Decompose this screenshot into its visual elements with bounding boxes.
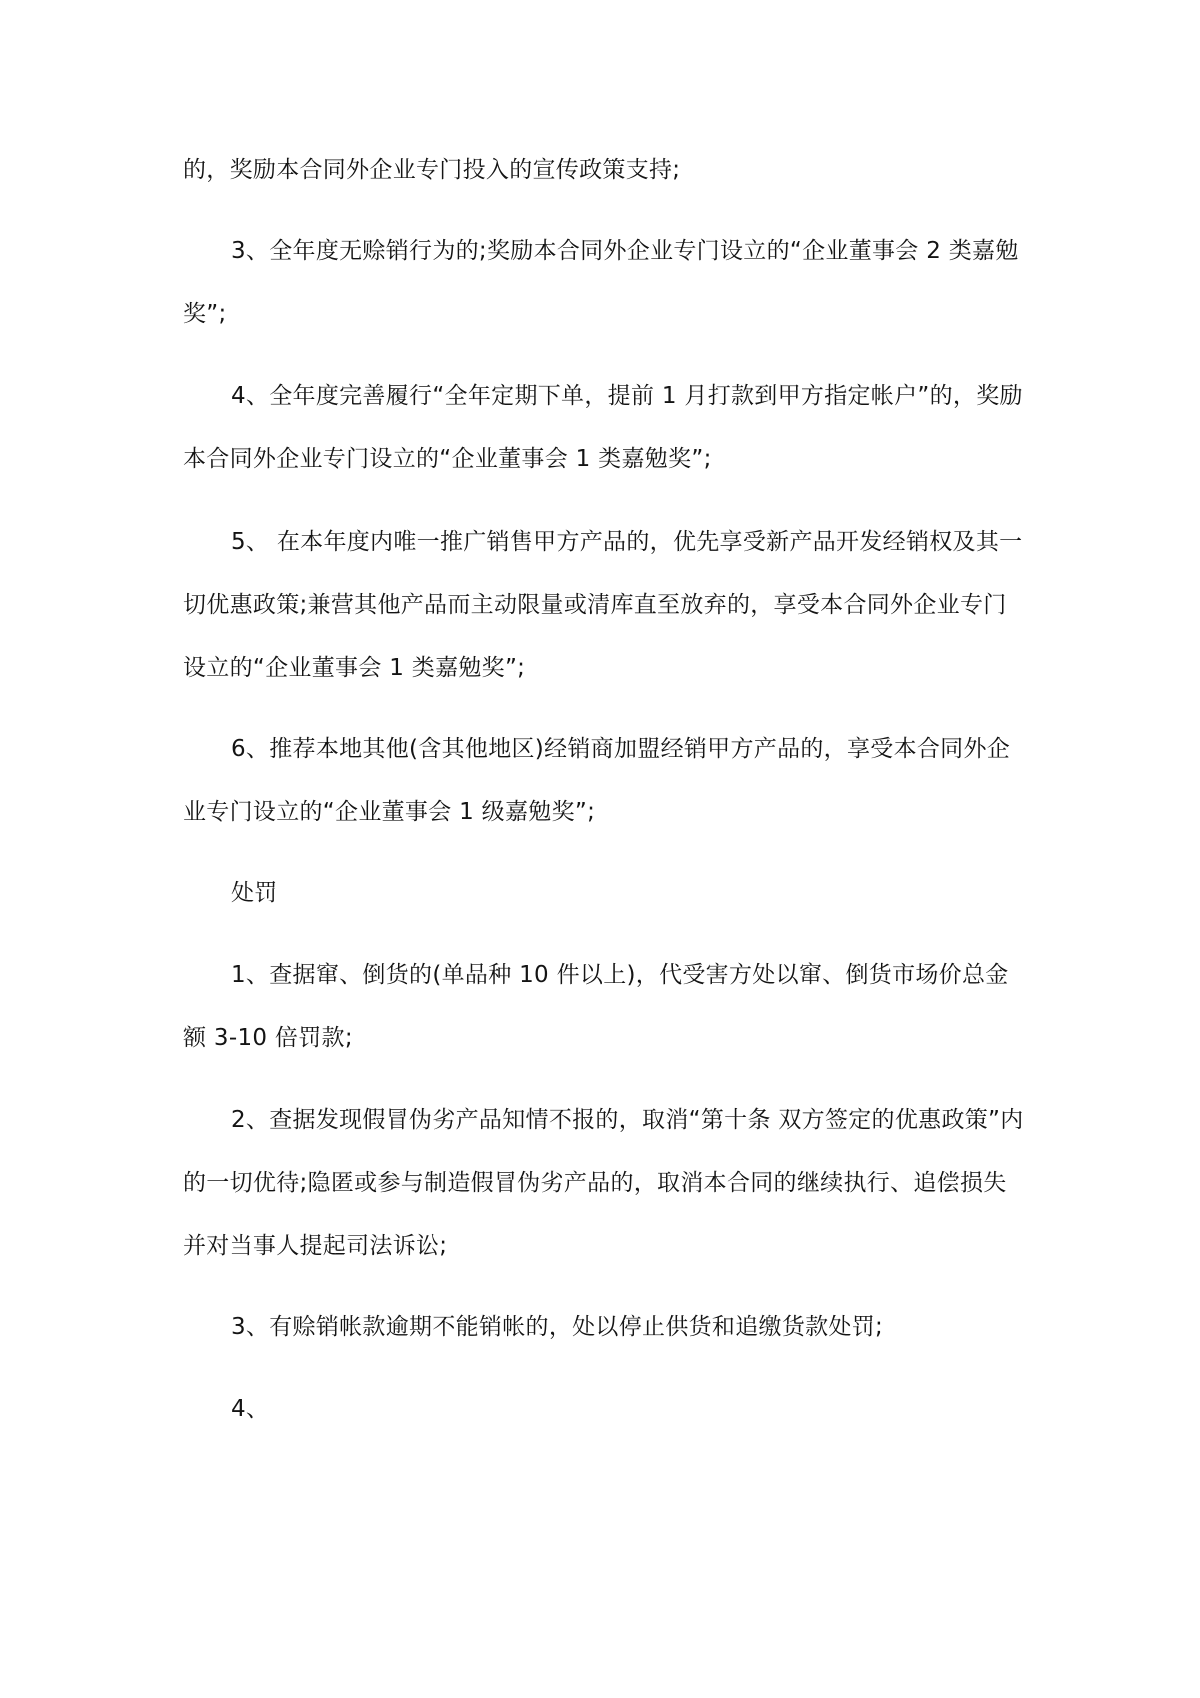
section-heading-penalty: 处罚 (231, 880, 278, 906)
paragraph-penalty-4: 4、 (231, 1396, 270, 1422)
paragraph-reward-5: 5、 在本年度内唯一推广销售甲方产品的，优先享受新产品开发经销权及其一切优惠政策;兼营其他产品而主动限量或清库直至放弃的，享受本合同外企业专门设立的“企业董事会 1 类嘉勉奖”; (183, 529, 1023, 681)
paragraph-penalty-3: 3、有赊销帐款逾期不能销帐的，处以停止供货和追缴货款处罚; (231, 1314, 884, 1340)
paragraph-penalty-1: 1、查据窜、倒货的(单品种 10 件以上)，代受害方处以窜、倒货市场价总金额 3-10 倍罚款; (183, 962, 1009, 1051)
paragraph-continuation: 的，奖励本合同外企业专门投入的宣传政策支持; (183, 157, 681, 183)
paragraph-reward-6: 6、推荐本地其他(含其他地区)经销商加盟经销甲方产品的，享受本合同外企业专门设立的“企业董事会 1 级嘉勉奖”; (183, 736, 1011, 825)
paragraph-penalty-2: 2、查据发现假冒伪劣产品知情不报的，取消“第十条 双方签定的优惠政策”内的一切优待;隐匿或参与制造假冒伪劣产品的，取消本合同的继续执行、追偿损失并对当事人提起司法诉讼; (183, 1107, 1024, 1259)
paragraph-reward-3: 3、全年度无赊销行为的;奖励本合同外企业专门设立的“企业董事会 2 类嘉勉奖”; (183, 238, 1019, 327)
paragraph-reward-4: 4、全年度完善履行“全年定期下单，提前 1 月打款到甲方指定帐户”的，奖励本合同外企业专门设立的“企业董事会 1 类嘉勉奖”; (183, 383, 1023, 472)
